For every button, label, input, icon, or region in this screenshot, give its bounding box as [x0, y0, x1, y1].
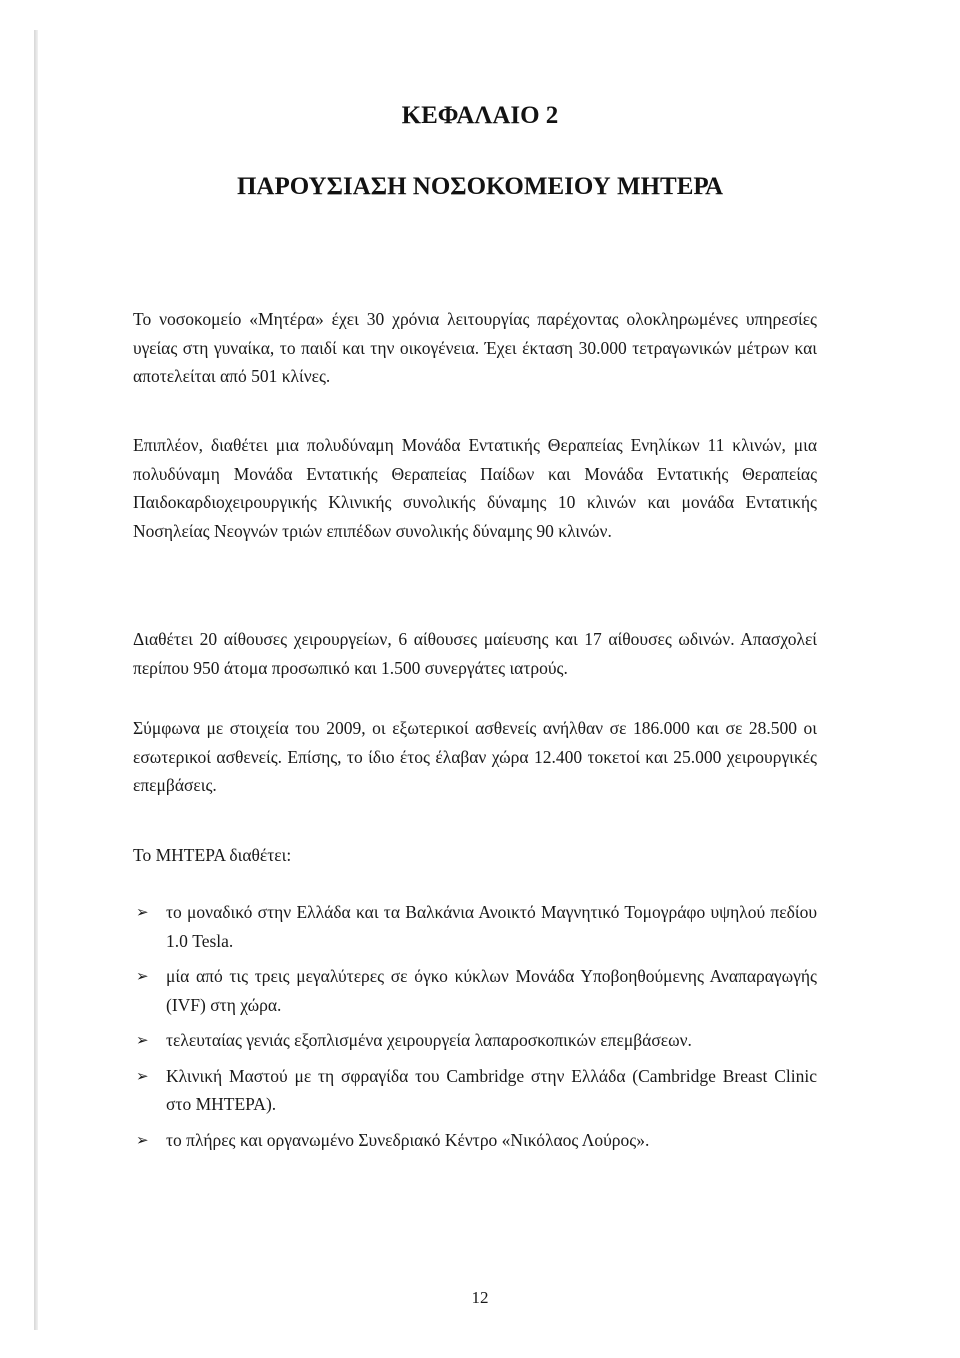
list-item: [133, 1026, 817, 1055]
paragraph-icu-units: Επιπλέον, διαθέτει μια πολυδύναμη Μονάδα Εντατικής Θεραπείας Ενηλίκων 11 κλινών, μια πολυδύναμη Μονάδα Εντατικής Θεραπείας Παίδων και Μονάδα Εντατικής Θεραπείας Παιδοκαρδιοχειρουργικής Κλινικής συνολικής δύναμης 10 κλινών και μονάδα Εντατικής Νοσηλείας Νεογνών τριών επιπέδων συνολικής δύναμης 90 κλινών.: [133, 435, 817, 541]
list-item-text: τελευταίας γενιάς εξοπλισμένα χειρουργεία λαπαροσκοπικών επεμβάσεων.: [166, 1030, 692, 1050]
chapter-heading: ΚΕΦΑΛΑΙΟ 2: [401, 102, 559, 129]
paragraph-intro: Το νοσοκομείο «Μητέρα» έχει 30 χρόνια λειτουργίας παρέχοντας ολοκληρωμένες υπηρεσίες υγείας στη γυναίκα, το παιδί και την οικογένεια. Έχει έκταση 30.000 τετραγωνικών μέτρων και αποτελείται από 501 κλίνες.: [133, 309, 817, 386]
arrow-bullet-icon: ➢: [136, 967, 149, 985]
list-item-text: Κλινική Μαστού με τη σφραγίδα του Cambridge στην Ελλάδα (Cambridge Breast Clinic στο ΜΗΤΕΡΑ).: [166, 1065, 817, 1114]
facilities-list: [133, 898, 817, 1161]
list-item-text: το μοναδικό στην Ελλάδα και τα Βαλκάνια Ανοικτό Μαγνητικό Τομογράφο υψηλού πεδίου 1.0 Tesla.: [166, 902, 817, 951]
paragraph-list-intro: Το ΜΗΤΕΡΑ διαθέτει:: [133, 845, 292, 865]
arrow-bullet-icon: ➢: [136, 1066, 149, 1085]
list-item-text: το πλήρες και οργανωμένο Συνεδριακό Κέντρο «Νικόλαος Λούρος».: [166, 1129, 650, 1150]
list-item: [133, 1062, 817, 1119]
paragraph-statistics: Σύμφωνα με στοιχεία του 2009, οι εξωτερικοί ασθενείς ανήλθαν σε 186.000 και σε 28.500 οι εσωτερικοί ασθενείς. Επίσης, το ίδιο έτος έλαβαν χώρα 12.400 τοκετοί και 25.000 χειρουργικές επεμβάσεις.: [133, 718, 817, 795]
arrow-bullet-icon: ➢: [136, 903, 149, 921]
arrow-bullet-icon: ➢: [136, 1031, 149, 1049]
list-item: [133, 962, 817, 1019]
list-item: [133, 898, 817, 955]
page-title: ΠΑΡΟΥΣΙΑΣΗ ΝΟΣΟΚΟΜΕΙΟΥ ΜΗΤΕΡΑ: [236, 173, 724, 200]
page-binding-edge: [34, 30, 38, 1330]
page-number: 12: [471, 1288, 489, 1307]
paragraph-operating-rooms: Διαθέτει 20 αίθουσες χειρουργείων, 6 αίθουσες μαίευσης και 17 αίθουσες ωδινών. Απασχολεί περίπου 950 άτομα προσωπικό και 1.500 συνεργάτες ιατρούς.: [133, 629, 817, 678]
list-item-text: μία από τις τρεις μεγαλύτερες σε όγκο κύκλων Μονάδα Υποβοηθούμενης Αναπαραγωγής (IVF) στη χώρα.: [166, 966, 817, 1015]
arrow-bullet-icon: ➢: [136, 1130, 149, 1149]
list-item: [133, 1126, 817, 1155]
